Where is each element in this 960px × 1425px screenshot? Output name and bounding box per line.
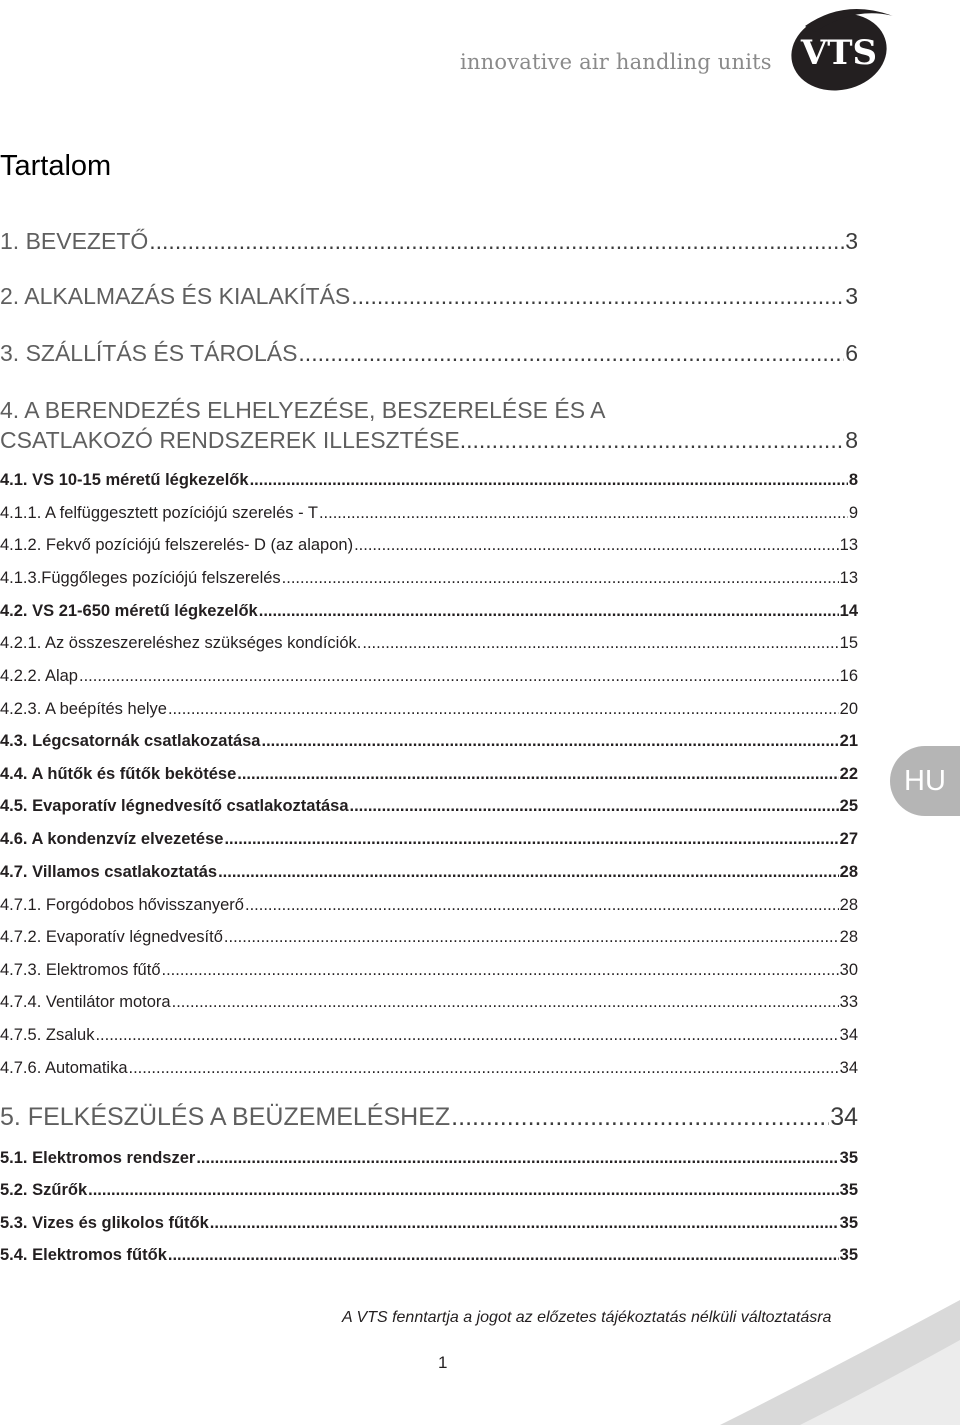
toc-entry[interactable]: 5.2. Szűrők ..... 35 (0, 1181, 858, 1200)
toc-entry[interactable]: 4.7. Villamos csatlakoztatás ..... 28 (0, 863, 858, 882)
corner-decoration (700, 1260, 960, 1425)
toc-entry[interactable]: 5.1. Elektromos rendszer ..... 35 (0, 1149, 858, 1168)
toc-entry[interactable]: 4. A BERENDEZÉS ELHELYEZÉSE, BESZERELÉSE ÉS A CSATLAKOZÓ RENDSZEREK ILLESZTÉSE ..... 8 (0, 395, 858, 455)
language-tab[interactable] (890, 746, 960, 816)
toc-entry[interactable]: 4.7.3. Elektromos fűtő ..... 30 (0, 961, 858, 980)
toc-entry[interactable]: 4.3. Légcsatornák csatlakozatása ..... 21 (0, 732, 858, 751)
toc-entry[interactable]: 4.1. VS 10-15 méretű légkezelők ..... 8 (0, 471, 858, 490)
toc-entry[interactable]: 4.2.3. A beépítés helye ..... 20 (0, 700, 858, 719)
toc-entry[interactable]: 4.2.2. Alap ..... 16 (0, 667, 858, 686)
toc-entry[interactable]: 2. ALKALMAZÁS ÉS KIALAKÍTÁS ..... 3 (0, 283, 858, 310)
toc-entry[interactable]: 4.7.1. Forgódobos hővisszanyerő ..... 28 (0, 896, 858, 915)
toc-entry[interactable]: 4.1.1. A felfüggesztett pozíciójú szerelés - T ..... 9 (0, 504, 858, 523)
toc-entry[interactable]: 4.6. A kondenzvíz elvezetése ..... 27 (0, 830, 858, 849)
page-title: Tartalom (0, 150, 112, 182)
logo-text: VTS (800, 33, 878, 73)
page-number: 1 (438, 1353, 448, 1372)
toc-entry[interactable]: 3. SZÁLLÍTÁS ÉS TÁROLÁS ..... 6 (0, 340, 858, 367)
toc-entry[interactable]: 4.1.3.Függőleges pozíciójú felszerelés ..... 13 (0, 569, 858, 588)
language-tab-label: HU (904, 764, 946, 797)
toc-entry[interactable]: 4.7.5. Zsaluk ..... 34 (0, 1026, 858, 1045)
toc-entry[interactable]: 4.1.2. Fekvő pozíciójú felszerelés- D (az alapon) ..... 13 (0, 536, 858, 555)
toc-entry[interactable]: 1. BEVEZETŐ ..... 3 (0, 228, 858, 255)
toc-entry[interactable]: 5. FELKÉSZÜLÉS A BEÜZEMELÉSHEZ ..... 34 (0, 1103, 858, 1132)
vts-logo (785, 4, 897, 92)
toc-entry[interactable]: 4.2. VS 21-650 méretű légkezelők ..... 14 (0, 602, 858, 621)
toc-entry[interactable]: 5.3. Vizes és glikolos fűtők ..... 35 (0, 1214, 858, 1233)
disclaimer-note: A VTS fenntartja a jogot az előzetes tájékoztatás nélküli változtatásra (342, 1309, 832, 1326)
toc-entry[interactable]: 4.5. Evaporatív légnedvesítő csatlakoztatása ..... 25 (0, 797, 858, 816)
toc-entry[interactable]: 4.4. A hűtők és fűtők bekötése ..... 22 (0, 765, 858, 784)
toc-entry[interactable]: 4.7.6. Automatika ..... 34 (0, 1059, 858, 1078)
tagline: innovative air handling units (460, 50, 772, 74)
toc-entry[interactable]: 4.7.2. Evaporatív légnedvesítő ..... 28 (0, 928, 858, 947)
toc-entry[interactable]: 4.2.1. Az összeszereléshez szükséges kondíciók. ..... 15 (0, 634, 858, 653)
toc-entry[interactable]: 4.7.4. Ventilátor motora ..... 33 (0, 993, 858, 1012)
toc-entry[interactable]: 5.4. Elektromos fűtők ..... 35 (0, 1246, 858, 1265)
